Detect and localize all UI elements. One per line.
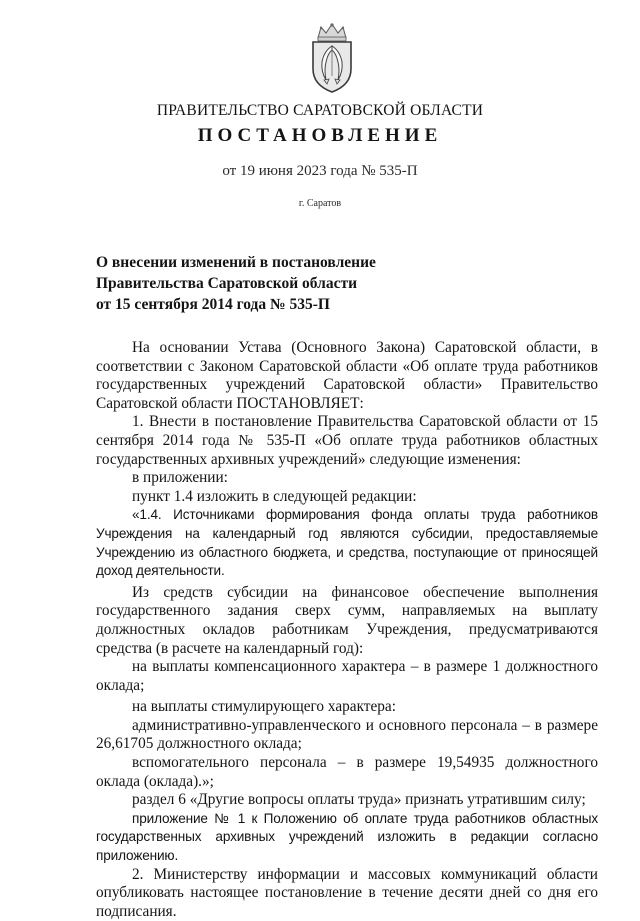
subject-line: О внесении изменений в постановление bbox=[96, 254, 376, 271]
body-paragraph: Из средств субсидии на финансовое обеспечение выполнения государственного задания сверх сумм, направляемых на выплату должностных окладов работникам Учреждения, предусматриваются средства (в расчете на календарный год): bbox=[96, 583, 598, 657]
subject-line: Правительства Саратовской области bbox=[96, 275, 357, 292]
subject-line: от 15 сентября 2014 года № 535-П bbox=[96, 296, 330, 313]
body-paragraph: приложение № 1 к Положению об оплате труда работников областных государственных архивных учреждений изложить в редакции согласно приложению. bbox=[96, 810, 598, 864]
body-paragraph: на выплаты стимулирующего характера: bbox=[132, 698, 396, 716]
body-paragraph: вспомогательного персонала – в размере 19,54935 должностного оклада (оклада).»; bbox=[96, 754, 598, 790]
document-subject bbox=[96, 252, 456, 315]
body-paragraph: «1.4. Источниками формирования фонда оплаты труда работников Учреждения на календарный год являются субсидии, предоставляемые Учреждению из областного бюджета, и средства, поступающие от приносящей доход деятельности. bbox=[96, 507, 598, 579]
document-city: г. Саратов bbox=[298, 198, 342, 209]
saratov-coat-of-arms-icon bbox=[299, 22, 365, 94]
body-paragraph: административно-управленческого и основного персонала – в размере 26,61705 должностного оклада; bbox=[96, 716, 598, 753]
body-paragraph: На основании Устава (Основного Закона) Саратовской области, в соответствии с Законом Саратовской области «Об оплате труда работников государственных учреждений Саратовской области» Правительство Саратовской области ПОСТАНОВЛЯЕТ: bbox=[96, 339, 598, 412]
body-paragraph: 2. Министерству информации и массовых коммуникаций области опубликовать настоящее постановление в течение десяти дней со дня его подписания. bbox=[96, 865, 598, 920]
document-type: ПОСТАНОВЛЕНИЕ bbox=[197, 125, 443, 146]
body-paragraph: в приложении: bbox=[132, 469, 228, 487]
body-paragraph: на выплаты компенсационного характера – в размере 1 должностного оклада; bbox=[96, 658, 598, 694]
body-paragraph: раздел 6 «Другие вопросы оплаты труда» признать утратившим силу; bbox=[132, 791, 586, 809]
document-date-number: от 19 июня 2023 года № 535-П bbox=[222, 163, 418, 179]
government-name: ПРАВИТЕЛЬСТВО САРАТОВСКОЙ ОБЛАСТИ bbox=[156, 102, 484, 119]
body-paragraph: 1. Внести в постановление Правительства Саратовской области от 15 сентября 2014 года № 535-П «Об оплате труда работников областных государственных архивных учреждений» следующие изменения: bbox=[96, 413, 598, 468]
body-paragraph: пункт 1.4 изложить в следующей редакции: bbox=[132, 487, 417, 505]
document-body bbox=[96, 339, 598, 921]
